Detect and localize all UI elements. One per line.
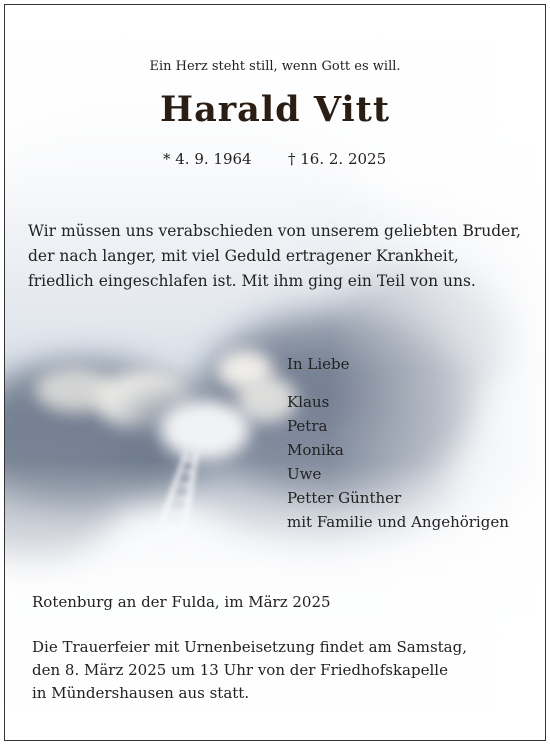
- signatory: Klaus: [287, 393, 330, 411]
- deceased-name: Harald Vitt: [160, 89, 390, 130]
- funeral-service-info: [32, 636, 467, 705]
- place-and-date: Rotenburg an der Fulda, im März 2025: [32, 593, 331, 611]
- farewell-message: [28, 219, 521, 294]
- signatory: Petter Günther: [287, 489, 402, 507]
- signatory: Uwe: [287, 465, 322, 483]
- death-date: † 16. 2. 2025: [288, 150, 387, 168]
- obituary-notice: [4, 4, 546, 741]
- service-line: den 8. März 2025 um 13 Uhr von der Friedhofskapelle: [32, 661, 448, 679]
- signature-intro: In Liebe: [287, 355, 350, 373]
- motto-quote: Ein Herz steht still, wenn Gott es will.: [149, 59, 401, 74]
- message-line: friedlich eingeschlafen ist. Mit ihm ging ein Teil von uns.: [28, 272, 476, 290]
- signatory: Monika: [287, 441, 344, 459]
- birth-date: * 4. 9. 1964: [163, 150, 252, 168]
- message-line: Wir müssen uns verabschieden von unserem geliebten Bruder,: [28, 222, 521, 240]
- service-line: Die Trauerfeier mit Urnenbeisetzung findet am Samstag,: [32, 638, 467, 656]
- signatory: Petra: [287, 417, 328, 435]
- signatory: mit Familie und Angehörigen: [287, 513, 509, 531]
- message-line: der nach langer, mit viel Geduld ertragener Krankheit,: [28, 247, 459, 265]
- service-line: in Mündershausen aus statt.: [32, 684, 250, 702]
- signature-block: [287, 352, 509, 534]
